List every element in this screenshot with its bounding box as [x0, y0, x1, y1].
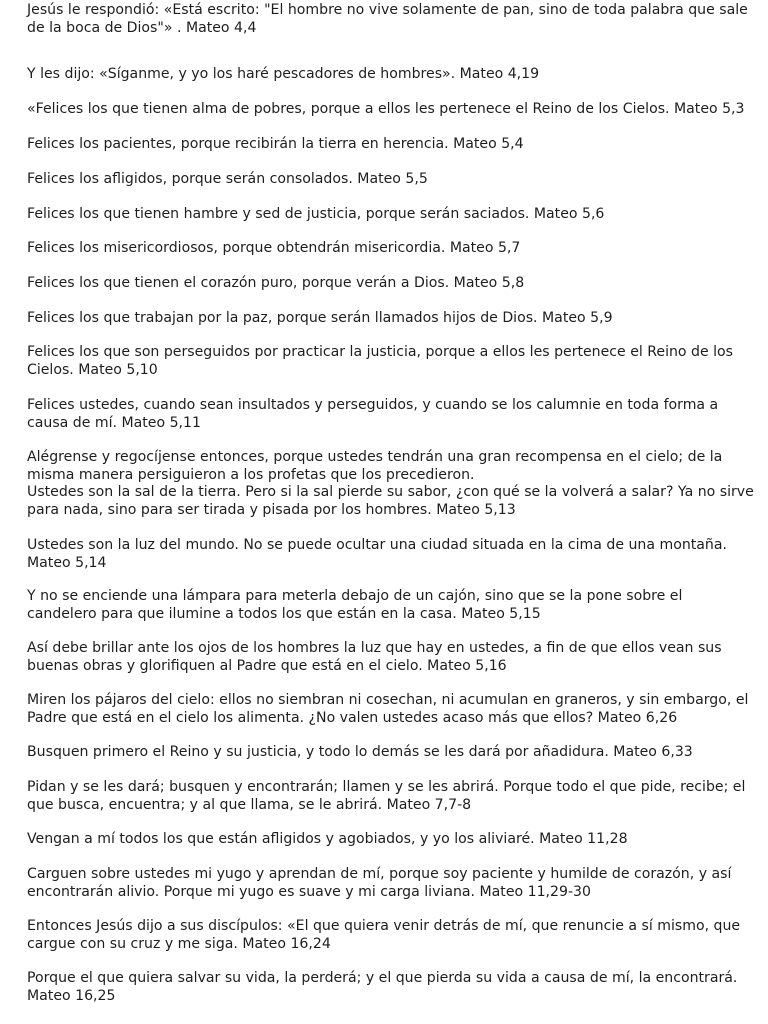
verse-paragraph	[27, 310, 751, 328]
verse-paragraph	[27, 970, 751, 1005]
verse-paragraph	[27, 275, 751, 293]
verse-line: causa de mí. Mateo 5,11	[27, 414, 201, 431]
verse-line: de la boca de Dios"» . Mateo 4,4	[27, 19, 257, 36]
verse-paragraph	[27, 2, 751, 37]
verse-line: Mateo 5,14	[27, 554, 107, 571]
verse-paragraph	[27, 918, 751, 953]
verse-line: Busquen primero el Reino y su justicia, y todo lo demás se les dará por añadidura. Mateo 6,33	[27, 744, 693, 760]
verse-line: Porque el que quiera salvar su vida, la perderá; y el que pierda su vida a causa de mí, la encontrará.	[27, 970, 738, 986]
verse-paragraph	[27, 136, 751, 154]
verse-paragraph	[27, 397, 751, 432]
verse-line: encontrarán alivio. Porque mi yugo es suave y mi carga liviana. Mateo 11,29-30	[27, 883, 591, 900]
verse-line: buenas obras y glorifiquen al Padre que está en el cielo. Mateo 5,16	[27, 657, 507, 674]
verse-line: Miren los pájaros del cielo: ellos no siembran ni cosechan, ni acumulan en graneros, y sin embargo, el	[27, 692, 749, 708]
verse-line: Felices los misericordiosos, porque obtendrán misericordia. Mateo 5,7	[27, 240, 521, 256]
verse-paragraph	[27, 692, 751, 727]
verse-line: Carguen sobre ustedes mi yugo y aprendan de mí, porque soy paciente y humilde de corazón, y así	[27, 866, 732, 882]
verse-line: Ustedes son la sal de la tierra. Pero si la sal pierde su sabor, ¿con qué se la volverá a salar? Ya no sirve	[27, 484, 754, 500]
verse-paragraph	[27, 66, 751, 84]
verse-paragraph	[27, 744, 751, 762]
verse-line: Vengan a mí todos los que están afligidos y agobiados, y yo los aliviaré. Mateo 11,28	[27, 831, 628, 847]
verse-paragraph	[27, 831, 751, 849]
verse-line: Felices los que tienen hambre y sed de justicia, porque serán saciados. Mateo 5,6	[27, 206, 605, 222]
verse-paragraph	[27, 640, 751, 675]
verse-line: Y no se enciende una lámpara para meterla debajo de un cajón, sino que se la pone sobre el	[27, 588, 683, 604]
verse-paragraph	[27, 866, 751, 901]
verse-line: Cielos. Mateo 5,10	[27, 361, 158, 378]
verse-line: Alégrense y regocíjense entonces, porque ustedes tendrán una gran recompensa en el cielo; de la	[27, 449, 723, 465]
verse-paragraph	[27, 588, 751, 623]
verse-paragraph	[27, 449, 754, 519]
verse-line: Felices los que trabajan por la paz, porque serán llamados hijos de Dios. Mateo 5,9	[27, 310, 613, 326]
verse-line: «Felices los que tienen alma de pobres, porque a ellos les pertenece el Reino de los Cielos. Mateo 5,3	[27, 101, 745, 117]
verse-line: Así debe brillar ante los ojos de los hombres la luz que hay en ustedes, a fin de que ellos vean sus	[27, 640, 722, 656]
verse-line: que busca, encuentra; y al que llama, se le abrirá. Mateo 7,7-8	[27, 796, 472, 813]
verse-paragraph	[27, 240, 751, 258]
verse-line: Felices los pacientes, porque recibirán la tierra en herencia. Mateo 5,4	[27, 136, 524, 152]
verse-line: Jesús le respondió: «Está escrito: "El hombre no vive solamente de pan, sino de toda palabra que sale	[27, 2, 748, 18]
verse-line: Ustedes son la luz del mundo. No se puede ocultar una ciudad situada en la cima de una montaña.	[27, 537, 727, 553]
verse-line: Entonces Jesús dijo a sus discípulos: «El que quiera venir detrás de mí, que renuncie a sí mismo, que	[27, 918, 741, 934]
verse-paragraph	[27, 101, 751, 119]
verse-paragraph	[27, 171, 751, 189]
verse-paragraph	[27, 779, 751, 814]
verse-line: Pidan y se les dará; busquen y encontrarán; llamen y se les abrirá. Porque todo el que pide, recibe; el	[27, 779, 746, 795]
verse-paragraph	[27, 344, 751, 379]
verse-line: Mateo 16,25	[27, 987, 116, 1004]
verse-line: cargue con su cruz y me siga. Mateo 16,24	[27, 935, 331, 952]
verse-line: Felices los que son perseguidos por practicar la justicia, porque a ellos les pertenece el Reino de los	[27, 344, 734, 360]
verse-paragraph	[27, 537, 751, 572]
verse-line: misma manera persiguieron a los profetas que los precedieron.	[27, 466, 475, 483]
verse-line: Y les dijo: «Síganme, y yo los haré pescadores de hombres». Mateo 4,19	[27, 66, 540, 82]
verse-line: Padre que está en el cielo los alimenta. ¿No valen ustedes acaso más que ellos? Mateo 6,26	[27, 709, 678, 726]
verse-line: candelero para que ilumine a todos los que están en la casa. Mateo 5,15	[27, 605, 541, 622]
verse-line: Felices ustedes, cuando sean insultados y perseguidos, y cuando se los calumnie en toda forma a	[27, 397, 719, 413]
verse-line: Felices los que tienen el corazón puro, porque verán a Dios. Mateo 5,8	[27, 275, 525, 291]
verse-line: para nada, sino para ser tirada y pisada por los hombres. Mateo 5,13	[27, 501, 516, 518]
verse-line: Felices los afligidos, porque serán consolados. Mateo 5,5	[27, 171, 428, 187]
verse-paragraph	[27, 206, 751, 224]
